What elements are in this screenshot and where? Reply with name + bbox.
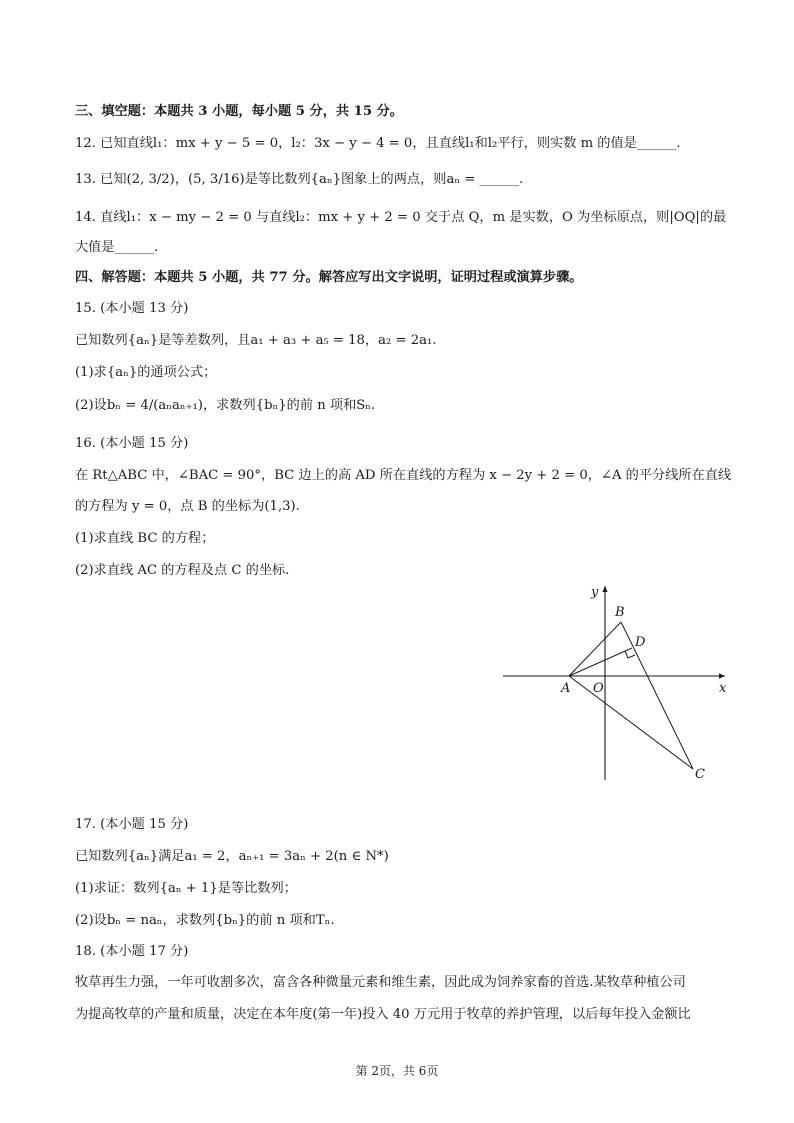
question-16-stem-line1: 在 Rt△ABC 中，∠BAC = 90°，BC 边上的高 AD 所在直线的方程为 x − 2y + 2 = 0，∠A 的平分线所在直线 bbox=[75, 468, 732, 483]
label-y: y bbox=[591, 585, 599, 600]
section4-heading: 四、解答题：本题共 5 小题，共 77 分。解答应写出文字说明，证明过程或演算步骤。 bbox=[75, 270, 583, 285]
question-15-title: 15. (本小题 13 分) bbox=[75, 301, 189, 316]
segment-AB bbox=[569, 622, 621, 676]
question-18-title: 18. (本小题 17 分) bbox=[75, 944, 189, 959]
question-14-line1: 14. 直线l₁：x − my − 2 = 0 与直线l₂：mx + y + 2 = 0 交于点 Q，m 是实数，O 为坐标原点，则|OQ|的最 bbox=[75, 210, 727, 225]
question-18-line2: 为提高牧草的产量和质量，决定在本年度(第一年)投入 40 万元用于牧草的养护管理，以后每年投入金额比 bbox=[75, 1007, 691, 1022]
label-x: x bbox=[719, 681, 727, 696]
question-12: 12. 已知直线l₁：mx + y − 5 = 0，l₂：3x − y − 4 = 0，且直线l₁和l₂平行，则实数 m 的值是______. bbox=[75, 136, 681, 151]
section3-heading: 三、填空题：本题共 3 小题，每小题 5 分，共 15 分。 bbox=[75, 104, 403, 119]
segment-AC bbox=[569, 676, 693, 769]
question-13: 13. 已知(2, 3/2)，(5, 3/16)是等比数列{aₙ}图象上的两点，则aₙ = ______. bbox=[75, 172, 524, 187]
question-16-part1: (1)求直线 BC 的方程； bbox=[75, 531, 215, 546]
label-D: D bbox=[635, 635, 646, 650]
question-16-stem-line2: 的方程为 y = 0，点 B 的坐标为(1,3). bbox=[75, 499, 300, 514]
question-18-line1: 牧草再生力强，一年可收割多次，富含各种微量元素和维生素，因此成为饲养家畜的首选.某牧草种植公司 bbox=[75, 975, 686, 990]
label-A: A bbox=[561, 681, 571, 696]
question-16-part2: (2)求直线 AC 的方程及点 C 的坐标. bbox=[75, 563, 290, 578]
label-O: O bbox=[593, 681, 604, 696]
label-C: C bbox=[695, 767, 705, 782]
question-17-stem: 已知数列{aₙ}满足a₁ = 2，aₙ₊₁ = 3aₙ + 2(n ∈ N*) bbox=[75, 849, 389, 864]
question-16-title: 16. (本小题 15 分) bbox=[75, 436, 189, 451]
right-angle-mark bbox=[625, 651, 635, 658]
triangle-figure bbox=[497, 580, 737, 785]
page-footer: 第 2页，共 6页 bbox=[355, 1064, 439, 1078]
label-B: B bbox=[615, 605, 625, 620]
altitude-AD bbox=[569, 648, 632, 676]
segment-BC bbox=[621, 622, 693, 769]
question-15-part2: (2)设bₙ = 4/(aₙaₙ₊₁)，求数列{bₙ}的前 n 项和Sₙ. bbox=[75, 398, 376, 413]
question-17-title: 17. (本小题 15 分) bbox=[75, 817, 189, 832]
question-14-line2: 大值是______. bbox=[75, 240, 159, 255]
question-17-part2: (2)设bₙ = naₙ，求数列{bₙ}的前 n 项和Tₙ. bbox=[75, 913, 335, 928]
question-17-part1: (1)求证：数列{aₙ + 1}是等比数列； bbox=[75, 881, 297, 896]
question-15-stem: 已知数列{aₙ}是等差数列，且a₁ + a₃ + a₅ = 18，a₂ = 2a₁. bbox=[75, 333, 437, 348]
question-15-part1: (1)求{aₙ}的通项公式； bbox=[75, 365, 217, 380]
